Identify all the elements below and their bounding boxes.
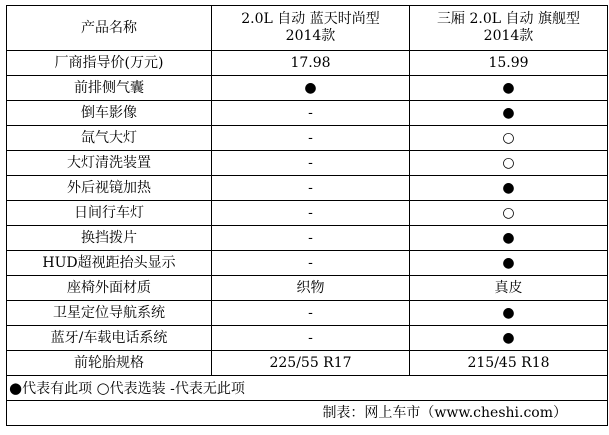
row-value-model-2: ● — [410, 251, 608, 276]
spec-comparison-table-container — [6, 5, 604, 426]
row-label: 倒车影像 — [7, 101, 212, 126]
row-value-model-1: - — [212, 301, 410, 326]
row-value-model-2: ○ — [410, 126, 608, 151]
row-value-model-2: ● — [410, 176, 608, 201]
legend-row — [7, 376, 608, 401]
header-model-1-name: 2.0L 自动 蓝天时尚型 — [241, 11, 380, 27]
row-label: 外后视镜加热 — [7, 176, 212, 201]
legend-cell — [7, 376, 608, 401]
row-value-model-2: 真皮 — [410, 276, 608, 301]
row-value-model-2: 215/45 R18 — [410, 351, 608, 376]
header-model-2-name: 三厢 2.0L 自动 旗舰型 — [437, 11, 580, 27]
row-value-model-1: - — [212, 151, 410, 176]
table-row — [7, 326, 608, 351]
row-label: HUD超视距抬头显示 — [7, 251, 212, 276]
table-row — [7, 51, 608, 76]
row-label: 换挡拨片 — [7, 226, 212, 251]
row-label: 前轮胎规格 — [7, 351, 212, 376]
row-value-model-1: - — [212, 326, 410, 351]
legend-dash-text: -代表无此项 — [170, 380, 245, 397]
row-label: 大灯清洗装置 — [7, 151, 212, 176]
header-model-2-year: 2014款 — [483, 28, 534, 44]
row-value-model-2: ○ — [410, 151, 608, 176]
table-row — [7, 226, 608, 251]
row-value-model-2: 15.99 — [410, 51, 608, 76]
row-label: 座椅外面材质 — [7, 276, 212, 301]
table-row — [7, 276, 608, 301]
source-credit: 制表：网上车市（www.cheshi.com） — [7, 401, 608, 426]
table-row — [7, 176, 608, 201]
table-row — [7, 151, 608, 176]
row-value-model-1: 225/55 R17 — [212, 351, 410, 376]
table-row — [7, 76, 608, 101]
table-row — [7, 101, 608, 126]
source-row — [7, 401, 608, 426]
header-label: 产品名称 — [81, 20, 137, 36]
row-label: 蓝牙/车载电话系统 — [7, 326, 212, 351]
legend-filled-text: 代表有此项 — [22, 380, 93, 397]
row-label: 卫星定位导航系统 — [7, 301, 212, 326]
row-label: 氙气大灯 — [7, 126, 212, 151]
header-model-1-year: 2014款 — [285, 28, 336, 44]
table-row — [7, 201, 608, 226]
row-value-model-1: ● — [212, 76, 410, 101]
header-label-cell — [7, 6, 212, 51]
row-label: 前排侧气囊 — [7, 76, 212, 101]
row-value-model-1: - — [212, 126, 410, 151]
row-value-model-1: 织物 — [212, 276, 410, 301]
row-value-model-1: - — [212, 201, 410, 226]
header-model-2-cell — [410, 6, 608, 51]
row-value-model-2: ● — [410, 76, 608, 101]
spec-comparison-table — [6, 5, 608, 426]
open-circle-icon: ○ — [96, 378, 110, 397]
row-value-model-2: ○ — [410, 201, 608, 226]
row-label: 日间行车灯 — [7, 201, 212, 226]
row-value-model-1: 17.98 — [212, 51, 410, 76]
table-row — [7, 251, 608, 276]
header-model-1-cell — [212, 6, 410, 51]
row-value-model-1: - — [212, 101, 410, 126]
row-value-model-1: - — [212, 251, 410, 276]
table-row — [7, 351, 608, 376]
table-row — [7, 301, 608, 326]
row-value-model-2: ● — [410, 101, 608, 126]
filled-circle-icon: ● — [9, 378, 23, 397]
legend-open-text: 代表选装 — [109, 380, 166, 397]
row-value-model-2: ● — [410, 226, 608, 251]
row-label: 厂商指导价(万元) — [7, 51, 212, 76]
row-value-model-1: - — [212, 176, 410, 201]
row-value-model-2: ● — [410, 301, 608, 326]
table-header-row — [7, 6, 608, 51]
row-value-model-2: ● — [410, 326, 608, 351]
table-row — [7, 126, 608, 151]
row-value-model-1: - — [212, 226, 410, 251]
